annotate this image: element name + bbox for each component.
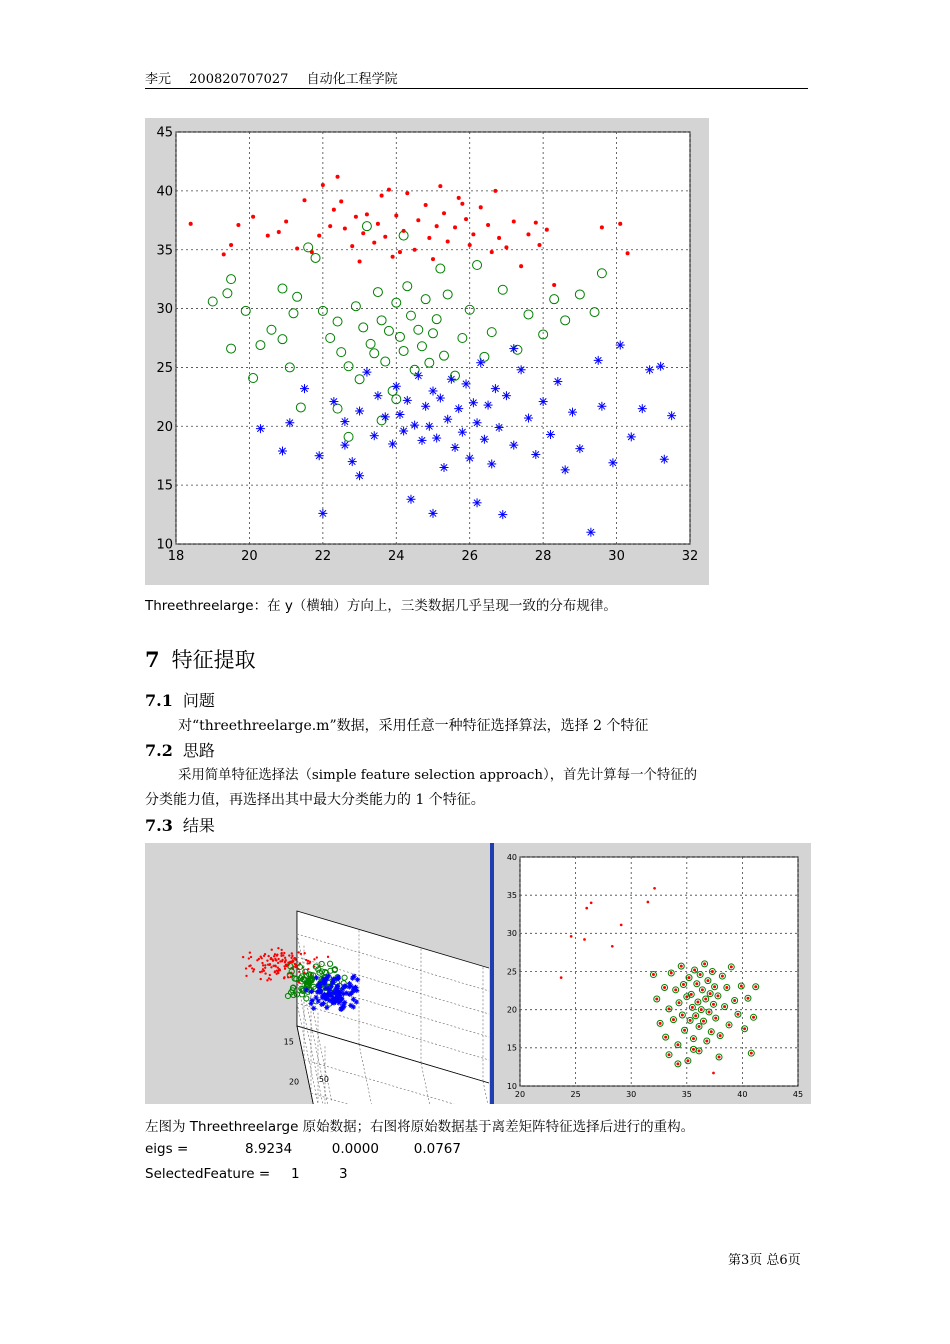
data-point (309, 989, 314, 994)
data-point (249, 952, 251, 954)
data-point (248, 957, 250, 959)
page-footer (728, 1249, 801, 1268)
data-point (465, 454, 474, 463)
data-point (329, 397, 338, 406)
data-point (653, 887, 656, 890)
data-point (432, 434, 441, 443)
data-point (618, 222, 622, 226)
subsection-7-3-heading (145, 813, 215, 836)
data-point (490, 250, 494, 254)
selected-feature-line (145, 1166, 348, 1182)
data-point (332, 208, 336, 212)
subsection-7-1-text: 对“threethreelarge.m”数据，采用任意一种特征选择算法，选择 2 个特征 (178, 718, 649, 734)
page-header (145, 68, 808, 88)
data-point (251, 215, 255, 219)
selected-feature-value: 3 (339, 1166, 348, 1182)
data-point (276, 954, 278, 956)
data-point (248, 965, 250, 967)
header-student-id: 200820707027 (189, 72, 289, 87)
data-point (263, 955, 265, 957)
data-point (442, 211, 446, 215)
data-point (471, 232, 475, 236)
data-point (545, 228, 549, 232)
data-point (443, 415, 452, 424)
data-point (264, 964, 266, 966)
data-point (291, 959, 293, 961)
data-point (376, 222, 380, 226)
data-point (236, 223, 240, 227)
data-point (261, 962, 263, 964)
x-tick-label: 30 (608, 549, 625, 564)
data-point (277, 962, 279, 964)
data-point (269, 974, 271, 976)
x-tick-label: 32 (681, 549, 699, 564)
data-point (440, 463, 449, 472)
data-point (267, 955, 269, 957)
subsection-title: 结果 (182, 816, 215, 835)
y-tick-label: 20 (506, 1005, 517, 1015)
data-point (473, 498, 482, 507)
data-point (446, 239, 450, 243)
data-point (245, 967, 247, 969)
data-point (280, 953, 282, 955)
data-point (280, 949, 282, 951)
x-tick-label: 18 (167, 549, 185, 564)
data-point (484, 401, 493, 410)
data-point (298, 971, 300, 973)
data-point (278, 969, 280, 971)
x-tick-label: 45 (792, 1090, 804, 1099)
data-point (321, 976, 326, 981)
eigs-value: 8.9234 (245, 1141, 293, 1157)
data-point (317, 234, 321, 238)
data-point (495, 423, 504, 432)
x-tick-label: 25 (570, 1090, 581, 1099)
data-point (245, 975, 247, 977)
scatter-chart-reconstructed (494, 843, 811, 1104)
data-point (328, 224, 332, 228)
data-point (343, 984, 348, 989)
data-point (283, 977, 285, 979)
data-point (274, 959, 276, 961)
data-point (534, 221, 538, 225)
x-tick-label: 26 (461, 549, 478, 564)
data-point (266, 960, 268, 962)
data-point (414, 371, 423, 380)
y-tick-label: 30 (506, 929, 517, 939)
data-point (314, 975, 319, 980)
data-point (620, 924, 623, 927)
selected-feature-value: 1 (291, 1166, 300, 1182)
data-point (590, 901, 593, 904)
subsection-7-2-line1: 采用简单特征选择法（simple feature selection approach），首先计算每一个特征的 (178, 768, 698, 783)
data-point (277, 972, 279, 974)
y-tick-label: 10 (506, 1081, 517, 1091)
data-point (283, 952, 285, 954)
data-point (262, 964, 264, 966)
subsection-7-1-heading (145, 688, 215, 711)
section-7-heading (145, 644, 256, 674)
data-point (258, 958, 260, 960)
data-point (570, 935, 573, 938)
data-point (453, 225, 457, 229)
data-point (252, 970, 254, 972)
data-point (583, 938, 586, 941)
data-point (438, 184, 442, 188)
data-point (335, 984, 340, 989)
data-point (425, 422, 434, 431)
subsection-7-2-heading (145, 738, 215, 761)
data-point (289, 961, 291, 963)
data-point (339, 199, 343, 203)
data-point (222, 252, 226, 256)
data-point (399, 426, 408, 435)
data-point (343, 227, 347, 231)
data-point (372, 241, 376, 245)
data-point (458, 428, 467, 437)
x-tick-label: 30 (626, 1090, 637, 1099)
x-tick-label: 15 (283, 1037, 294, 1047)
figure-1-frame (145, 118, 709, 585)
data-point (405, 191, 409, 195)
y-tick-label: 25 (156, 360, 173, 376)
data-point (388, 439, 397, 448)
data-point (294, 957, 296, 959)
data-point (370, 431, 379, 440)
data-point (585, 907, 588, 910)
data-point (347, 981, 352, 986)
data-point (270, 978, 272, 980)
data-point (274, 971, 276, 973)
data-point (327, 956, 329, 958)
y-tick-label: 15 (506, 1043, 517, 1053)
data-point (277, 947, 279, 949)
y-tick-label: 20 (156, 419, 173, 435)
eigs-line (145, 1141, 461, 1157)
x-tick-label: 20 (241, 549, 258, 564)
eigs-value: 0.0767 (413, 1141, 461, 1157)
data-point (406, 495, 415, 504)
data-point (268, 964, 270, 966)
data-point (498, 510, 507, 519)
data-point (504, 245, 508, 249)
data-point (552, 283, 556, 287)
data-point (340, 1005, 345, 1010)
data-point (512, 219, 516, 223)
data-point (300, 384, 309, 393)
data-point (273, 955, 275, 957)
data-point (394, 214, 398, 218)
data-point (491, 384, 500, 393)
data-point (295, 964, 297, 966)
subsection-7-2-line2: 分类能力值，再选择出其中最大分类能力的 1 个特征。 (145, 792, 485, 808)
data-point (304, 952, 306, 954)
data-point (277, 966, 279, 968)
data-point (479, 205, 483, 209)
data-point (451, 443, 460, 452)
data-point (424, 203, 428, 207)
data-point (355, 977, 360, 982)
data-point (526, 232, 530, 236)
data-point (189, 222, 193, 226)
data-point (291, 955, 293, 957)
z-tick-label: 50 (318, 1075, 329, 1084)
data-point (270, 958, 272, 960)
data-point (288, 954, 290, 956)
data-point (353, 985, 358, 990)
data-point (410, 421, 419, 430)
data-point (380, 194, 384, 198)
subsection-number: 7.3 (145, 816, 173, 835)
figure-2-frame (145, 843, 811, 1104)
data-point (429, 386, 438, 395)
data-point (611, 945, 614, 948)
x-tick-label: 20 (514, 1090, 526, 1099)
data-point (454, 404, 463, 413)
data-point (261, 957, 263, 959)
scatter-chart-1 (145, 118, 709, 585)
data-point (264, 967, 266, 969)
data-point (300, 953, 302, 955)
data-point (327, 998, 332, 1003)
data-point (266, 234, 270, 238)
data-point (427, 236, 431, 240)
data-point (413, 248, 417, 252)
data-point (277, 230, 281, 234)
data-point (277, 958, 279, 960)
data-point (560, 976, 563, 979)
data-point (271, 949, 273, 951)
data-point (317, 983, 322, 988)
data-point (284, 219, 288, 223)
eigs-value: 0.0000 (331, 1141, 379, 1157)
data-point (316, 956, 318, 958)
y-tick-label: 35 (156, 243, 173, 259)
data-point (295, 247, 299, 251)
data-point (395, 410, 404, 419)
data-point (278, 447, 287, 456)
data-point (486, 223, 490, 227)
data-point (387, 188, 391, 192)
data-point (383, 235, 387, 239)
data-point (381, 412, 390, 421)
scatter-3d-chart (145, 843, 489, 1104)
eigs-label: eigs = (145, 1141, 189, 1157)
data-point (464, 217, 468, 221)
data-point (340, 441, 349, 450)
data-point (266, 979, 268, 981)
data-point (497, 236, 501, 240)
data-point (326, 993, 331, 998)
data-point (274, 965, 276, 967)
y-tick-label: 40 (506, 852, 517, 862)
data-point (340, 417, 349, 426)
data-point (391, 255, 395, 259)
header-school: 自动化工程学院 (306, 72, 398, 87)
data-point (493, 189, 497, 193)
data-point (291, 952, 293, 954)
data-point (308, 962, 310, 964)
data-point (284, 957, 286, 959)
data-point (476, 358, 485, 367)
data-point (305, 959, 307, 961)
data-point (253, 968, 255, 970)
data-point (354, 215, 358, 219)
data-point (626, 251, 630, 255)
data-point (435, 224, 439, 228)
data-point (285, 964, 287, 966)
total-pages: 总6页 (766, 1253, 801, 1268)
data-point (469, 398, 478, 407)
data-point (502, 391, 511, 400)
data-point (460, 202, 464, 206)
data-point (242, 956, 244, 958)
y-tick-label: 35 (506, 890, 517, 900)
x-tick-label: 20 (288, 1077, 300, 1087)
data-point (321, 183, 325, 187)
y-tick-label: 25 (506, 967, 517, 977)
data-point (270, 966, 272, 968)
data-point (656, 362, 665, 371)
y-tick-label: 10 (156, 537, 173, 553)
x-tick-label: 24 (388, 549, 405, 564)
section-title: 特征提取 (171, 648, 256, 672)
subsection-title: 思路 (182, 741, 215, 760)
data-point (462, 379, 471, 388)
header-author: 李元 (145, 72, 172, 87)
y-tick-label: 40 (156, 184, 173, 200)
section-number: 7 (145, 647, 160, 672)
subsection-number: 7.2 (145, 741, 173, 760)
data-point (600, 225, 604, 229)
data-point (647, 901, 650, 904)
y-tick-label: 45 (156, 125, 173, 141)
data-point (519, 264, 523, 268)
data-point (285, 993, 290, 998)
data-point (436, 394, 445, 403)
data-point (416, 218, 420, 222)
data-point (274, 953, 276, 955)
data-point (447, 375, 456, 384)
y-tick-label: 30 (156, 302, 173, 318)
data-point (421, 402, 430, 411)
data-point (361, 231, 365, 235)
x-tick-label: 22 (314, 549, 332, 564)
data-point (350, 244, 354, 248)
page-number: 第3页 (728, 1253, 763, 1268)
data-point (712, 1072, 715, 1075)
selected-feature-label: SelectedFeature = (145, 1166, 271, 1182)
data-point (365, 212, 369, 216)
data-point (398, 250, 402, 254)
data-point (250, 956, 252, 958)
data-point (281, 960, 283, 962)
data-point (403, 396, 412, 405)
x-tick-label: 28 (534, 549, 552, 564)
x-tick-label: 40 (737, 1090, 748, 1099)
subsection-number: 7.1 (145, 691, 173, 710)
data-point (319, 1002, 324, 1007)
data-point (298, 951, 300, 953)
data-point (537, 243, 541, 247)
data-point (318, 988, 323, 993)
data-point (487, 459, 496, 468)
data-point (302, 198, 306, 202)
figure-1-caption: Threethreelarge：在 y（横轴）方向上，三类数据几乎呈现一致的分布规律。 (145, 598, 617, 614)
data-point (326, 986, 331, 991)
figure-2-caption: 左图为 Threethreelarge 原始数据；右图将原始数据基于离差矩阵特征选择后进行的重构。 (145, 1119, 695, 1135)
subsection-title: 问题 (182, 691, 215, 710)
data-point (457, 196, 461, 200)
data-point (282, 954, 284, 956)
y-tick-label: 15 (156, 478, 173, 494)
data-point (473, 418, 482, 427)
data-point (468, 243, 472, 247)
header-rule (145, 88, 808, 89)
data-point (290, 957, 292, 959)
data-point (260, 978, 262, 980)
data-point (348, 457, 357, 466)
x-tick-label: 35 (681, 1090, 692, 1099)
data-point (264, 972, 266, 974)
data-point (358, 259, 362, 263)
data-point (431, 257, 435, 261)
data-point (263, 970, 265, 972)
data-point (284, 961, 286, 963)
data-point (284, 968, 286, 970)
data-point (313, 958, 315, 960)
data-point (417, 436, 426, 445)
data-point (336, 175, 340, 179)
data-point (229, 243, 233, 247)
data-point (480, 435, 489, 444)
data-point (392, 382, 401, 391)
data-point (309, 998, 314, 1003)
